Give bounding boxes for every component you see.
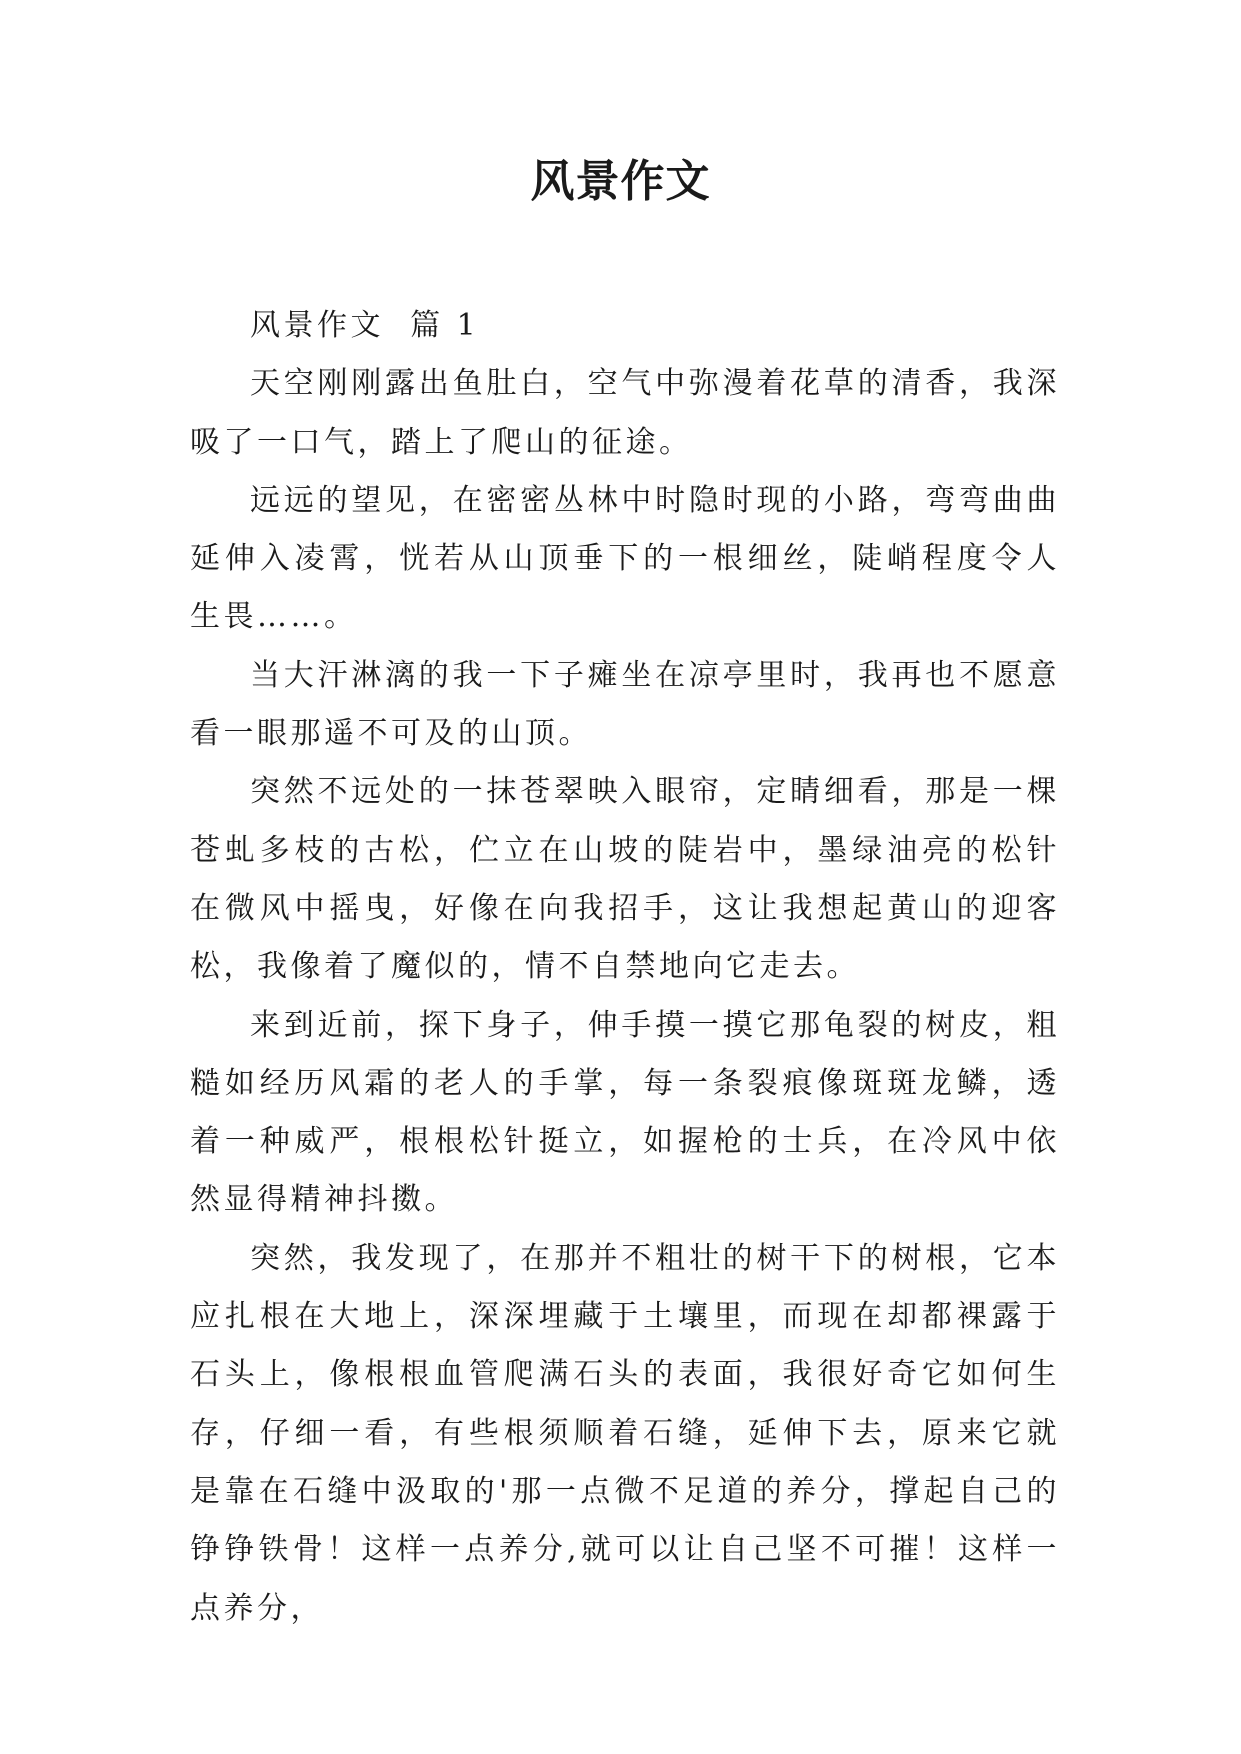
paragraph: 突然不远处的一抹苍翠映入眼帘，定睛细看，那是一棵苍虬多枝的古松，伫立在山坡的陡岩中，墨绿油亮的松针在微风中摇曳，好像在向我招手，这让我想起黄山的迎客松，我像着了魔似的，情不自禁地向它走去。 xyxy=(190,774,1060,985)
paragraph: 远远的望见，在密密丛林中时隐时现的小路，弯弯曲曲延伸入凌霄，恍若从山顶垂下的一根细丝，陡峭程度令人生畏……。 xyxy=(190,482,1060,635)
document-title: 风景作文 xyxy=(530,156,711,207)
paragraph: 来到近前，探下身子，伸手摸一摸它那龟裂的树皮，粗糙如经历风霜的老人的手掌，每一条裂痕像斑斑龙鳞，透着一种威严，根根松针挺立，如握枪的士兵，在冷风中依然显得精神抖擞。 xyxy=(190,1007,1060,1218)
paragraph: 突然，我发现了，在那并不粗壮的树干下的树根，它本应扎根在大地上，深深埋藏于土壤里，而现在却都裸露于石头上，像根根血管爬满石头的表面，我很好奇它如何生存，仔细一看，有些根须顺着石缝，延伸下去，原来它就是靠在石缝中汲取的'那一点微不足道的养分，撑起自己的铮铮铁骨！这样一点养分,就可以让自己坚不可摧！这样一点养分， xyxy=(190,1240,1060,1626)
section-heading: 风景作文 篇 1 xyxy=(250,308,480,343)
paragraph: 天空刚刚露出鱼肚白，空气中弥漫着花草的清香，我深吸了一口气，踏上了爬山的征途。 xyxy=(190,366,1060,460)
document-body xyxy=(190,297,1060,1638)
paragraph: 当大汗淋漓的我一下子瘫坐在凉亭里时，我再也不愿意看一眼那遥不可及的山顶。 xyxy=(190,657,1060,752)
